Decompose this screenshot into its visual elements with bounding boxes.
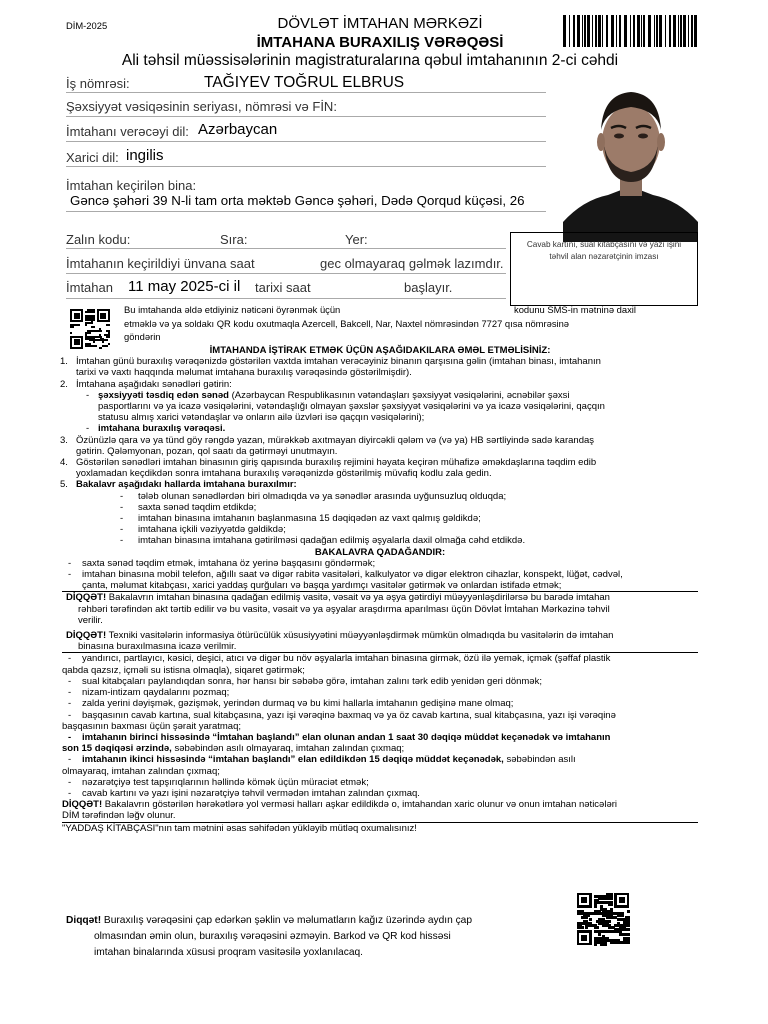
- rules-section: İMTAHANDA İŞTİRAK ETMƏK ÜÇÜN AŞAĞIDAKILARA ƏMƏL ETMƏLİSİNİZ: 1. İmtahan günü buraxılış vərəqənizdə göstərilən vaxtda imtahan verəcəyiniz binanın qarşısına gəlin (imtahan binası, imtahanın tarixi və vaxtı haqqında məlumat imtahana buraxılış vərəqəsində göstərilmişdir). 2. İmtahana aşağıdakı sənədləri gətirin: - şəxsiyyəti təsdiq edən sənəd (Azərbaycan Respublikasının vətəndaşları şəxsiyyət vəsiqələrini, əcnəbilər şəxsi pasportlarını və ya icazə vəsiqələrini, vətəndaşlığı olmayan şəxslər şəxsiyyət vəsiqələrini və ya icazə vəsiqələrini, qaçqın statusu almış xarici vətəndaşlar və onların ailə üzvləri isə qaçqın vəsiqələrini); - imtahana buraxılış vərəqəsi. 3. Özünüzlə qara və ya tünd göy rəngdə yazan, mürəkkəb axıtmayan diyircəkli qələm və (və ya) HB sərtliyində sadə karandaş gətirin. Qələmyonan, pozan, qol saatı da gətirməyi unutmayın. 4. Göstərilən sənədləri imtahan binasının giriş qapısında buraxılış rejimini həyata keçirən mühafizə əməkdaşlarına təqdim edib yoxlamadan keçdikdən sonra imtahana buraxılış vərəqənizdə göstərilmiş müvafiq kodlu zala gedin. 5. Bakalavr aşağıdakı hallarda imtahana buraxılmır: - tələb olunan sənədlərdən biri olmadıqda və ya sənədlər arasında uyğunsuzluq olduqda; - saxta sənəd təqdim etdikdə; - imtahan binasına imtahanın başlanmasına 15 dəqiqədən az vaxt qalmış gəldikdə; - imtahana içkili vəziyyətdə gəldikdə; - imtahan binasına imtahana gətirilməsi qadağan edilmiş əşyalarla daxil olmağa cəhd etdikdə. BAKALAVRA QADAĞANDIR: - saxta sənəd təqdim etmək, imtahana öz yerinə başqasını göndərmək; - imtahan binasına mobil telefon, ağıllı saat və digər rabitə vasitələri, kalkulyator və digər elektron cihazlar, konspekt, lüğət, cədvəl, çanta, məlumat kitabçası, xarici yaddaş qurğuları və başqa yardımçı vasitələr gətirmək və onlardan istifadə etmək; DİQQƏT! Bakalavrın imtahan binasına qadağan edilmiş vasitə, vəsait və ya əşya gətirdiyi müəyyənləşdirilərsə bu barədə imtahan rəhbəri tərəfindən akt tərtib edilir və bu vasitə, vəsait və ya əşyalar araşdırma aparılması üçün Dövlət İmtahan Mərkəzinə təhvil verilir. DİQQƏT! Texniki vasitələrin informasiya ötürücülük xüsusiyyətini müəyyənləşdirmək mümkün olmadıqda bu vasitələrin də imtahan binasına buraxılmasına icazə verilmir. - yandırıcı, partlayıcı, kəsici, deşici, atıcı və digər bu növ əşyalarla imtahan binasına girmək, özü ilə yemək, içmək (şəffaf plastik qabda qazsız, içməli su istisna olmaqla), siqaret gətirmək; - sual kitabçaları paylandıqdan sonra, hər hansı bir səbəbə görə, imtahan zalını tərk edib yenidən geri dönmək; - nizam-intizam qaydalarını pozmaq; - zalda yerini dəyişmək, gəzişmək, yerindən durmaq və bu kimi hallarla imtahanın gedişinə mane olmaq; - başqasının cavab kartına, sual kitabçasına, yazı işi vərəqinə baxmaq və ya öz cavab kartına, sual kitabçasına, yazı işi vərəqinə başqasının baxması üçün şərait yaratmaq; - imtahanın birinci hissəsində “İmtahan başlandı” elan olunan andan 1 saat 30 dəqiqə müddət keçənədək və imtahanın son 15 dəqiqəsi ərzində, səbəbindən asılı olmayaraq, imtahan zalından çıxmaq; - imtahanın ikinci hissəsində “imtahan başlandı” elan edildikdən 15 dəqiqə müddət keçənədək, səbəbindən asılı olmayaraq, imtahan zalından çıxmaq; - nəzarətçiyə test tapşırıqlarının həllində kömək üçün müraciət etmək; - cavab kartını və yazı işini nəzarətçiyə təhvil vermədən imtahan zalından çıxmaq. DİQQƏT! Bakalavrın göstərilən hərəkətlərə yol verməsi halları aşkar edildikdə o, imtahandan xaric olunur və onun imtahan nəticələri DİM tərəfindən ləğv olunur. "YADDAŞ KİTABÇASI"nın tam mətnini əsas səhifədən yükləyib mütləq oxumalısınız!: [62, 345, 698, 834]
- sms-text-line1a: Bu imtahanda əldə etdiyiniz nəticəni öyrənmək üçün: [124, 304, 341, 315]
- ban-heading: BAKALAVRA QADAĞANDIR:: [314, 546, 446, 558]
- ban-item: - zalda yerini dəyişmək, gəzişmək, yerindən durmaq və bu kimi hallarla imtahanın gedişinə mane olmaq;: [62, 698, 698, 709]
- ban-item: - imtahan binasına mobil telefon, ağıllı saat və digər rabitə vasitələri, kalkulyator və digər elektron cihazlar, konspekt, lüğət, cədvəl, çanta, məlumat kitabçası, xarici yaddaş qurğuları və başqa yardımçı vasitələr gətirmək və onlardan istifadə etmək;: [62, 569, 698, 591]
- exam-starts-label: başlayır.: [404, 280, 453, 295]
- rule-5-item: - tələb olunan sənədlərdən biri olmadıqda və ya sənədlər arasında uyğunsuzluq olduqda;: [62, 491, 698, 502]
- warning-1: DİQQƏT! Bakalavrın imtahan binasına qadağan edilmiş vasitə, vəsait və ya əşya gətirdiyi müəyyənləşdirilərsə bu barədə imtahan rəhbəri tərəfindən akt tərtib edilir və bu vasitə, vəsait və ya əşyalar araşdırma aparılması üçün Dövlət İmtahan Mərkəzinə təhvil verilir. DİQQƏT! Texniki vasitələrin informasiya ötürücülük xüsusiyyətini müəyyənləşdirmək mümkün olmadıqda bu vasitələrin də imtahan binasına buraxılmasına icazə verilmir.: [62, 591, 698, 653]
- id-underline: [66, 116, 546, 117]
- ban-item: - yandırıcı, partlayıcı, kəsici, deşici, atıcı və digər bu növ əşyalarla imtahan binasına girmək, özü ilə yemək, içmək (şəffaf plastik: [62, 653, 698, 664]
- work-number-label: İş nömrəsi:: [66, 76, 130, 91]
- rule-5-item: - imtahana içkili vəziyyətdə gəldikdə;: [62, 524, 698, 535]
- sms-qr-code: [70, 309, 110, 349]
- arrival-text-start: İmtahanın keçirildiyi ünvana saat: [66, 256, 255, 271]
- rules-heading: İMTAHANDA İŞTİRAK ETMƏK ÜÇÜN AŞAĞIDAKILARA ƏMƏL ETMƏLİSİNİZ:: [209, 345, 551, 356]
- rule-5-item: - imtahan binasına imtahana gətirilməsi qadağan edilmiş əşyalarla daxil olmağa cəhd etdikdə.: [62, 535, 698, 546]
- signature-box-text: Cavab kartını, sual kitabçasını və yazı işini təhvil alan nəzarətçinin imzası: [526, 240, 682, 261]
- document-subtitle: Ali təhsil müəssisələrinin magistraturalarına qəbul imtahanının 2-ci cəhdi: [121, 52, 619, 69]
- foreign-language-value: ingilis: [126, 147, 164, 164]
- signature-box: [510, 232, 698, 306]
- building-value: Gəncə şəhəri 39 N-li tam orta məktəb Gəncə şəhəri, Dədə Qorqud küçəsi, 26: [70, 193, 525, 208]
- ban-item: - imtahanın birinci hissəsində “İmtahan başlandı” elan olunan andan 1 saat 30 dəqiqə müddət keçənədək və imtahanın: [62, 732, 698, 743]
- name-underline: [66, 92, 546, 93]
- exam-time-label: tarixi saat: [255, 280, 311, 295]
- sms-text-line1b: kodunu SMS-in mətninə daxil: [514, 304, 636, 315]
- ban-item: - başqasının cavab kartına, sual kitabçasına, yazı işi vərəqinə baxmaq və ya öz cavab kartına, sual kitabçasına, yazı işi vərəqinə: [62, 710, 698, 721]
- rule-2a: - şəxsiyyəti təsdiq edən sənəd (Azərbaycan Respublikasının vətəndaşları şəxsiyyət vəsiqələrini, əcnəbilər şəxsi pasportlarını və ya icazə vəsiqələrini, vətəndaşlığı olmayan şəxslər şəxsiyyət vəsiqələrini və ya icazə vəsiqələrini, qaçqın statusu almış xarici vətəndaşlar və onların ailə üzvləri isə qaçqın vəsiqələrini);: [86, 389, 605, 424]
- rule-1: 1. İmtahan günü buraxılış vərəqənizdə göstərilən vaxtda imtahan verəcəyiniz binanın qarşısına gəlin (imtahan binası, imtahanın tarixi və vaxtı haqqında məlumat imtahana buraxılış vərəqəsində göstərilmişdir).: [60, 356, 601, 379]
- rule-5-item: - imtahan binasına imtahanın başlanmasına 15 dəqiqədən az vaxt qalmış gəldikdə;: [62, 513, 698, 524]
- exam-language-label: İmtahanı verəcəyi dil:: [66, 124, 189, 139]
- rule-4: 4. Göstərilən sənədləri imtahan binasının giriş qapısında buraxılış rejimini həyata keçirən mühafizə əməkdaşlarına təqdim edib yoxlamadan keçdikdən sonra imtahana buraxılış vərəqənizdə göstərilmiş müvafiq kodlu zala gedin.: [60, 457, 597, 480]
- seat-label: Yer:: [345, 232, 368, 247]
- id-label: Şəxsiyyət vəsiqəsinin seriyası, nömrəsi və FİN:: [66, 99, 337, 114]
- rule-3: 3. Özünüzlə qara və ya tünd göy rəngdə yazan, mürəkkəb axıtmayan diyircəkli qələm və (və ya) HB sərtliyində sadə karandaş gətirin. Qələmyonan, pozan, qol saatı da gətirməyi unutmayın.: [60, 434, 595, 457]
- candidate-photo: [563, 72, 698, 242]
- ban-item: - sual kitabçaları paylandıqdan sonra, hər hansı bir səbəbə görə, imtahan zalını tərk edib yenidən geri dönmək;: [62, 676, 698, 687]
- memory-book-note: "YADDAŞ KİTABÇASI"nın tam mətnini əsas səhifədən yükləyib mütləq oxumalısınız!: [62, 822, 417, 834]
- hall-code-label: Zalın kodu:: [66, 232, 131, 247]
- foreign-language-label: Xarici dil:: [66, 150, 119, 165]
- document-title: İMTAHANA BURAXILIŞ VƏRƏQƏSİ: [256, 34, 504, 51]
- footer-note: Diqqət! Buraxılış vərəqəsini çap edərkən şəklin və məlumatların kağız üzərində aydın çap olmasından əmin olun, buraxılış vərəqəsini əzməyin. Barkod və QR kod hissəsi imtahan binalarında xüsusi proqram vasitəsilə yoxlanılacaq.: [66, 915, 472, 958]
- row-label: Sıra:: [220, 232, 248, 247]
- organization-name: DÖVLƏT İMTAHAN MƏRKƏZİ: [277, 15, 483, 32]
- exam-date: 11 may 2025-ci il: [128, 278, 241, 295]
- building-underline: [66, 211, 546, 212]
- sms-text-line3: göndərin: [124, 331, 161, 342]
- ban-item: - cavab kartını və yazı işini nəzarətçiyə təhvil vermədən imtahan zalından çıxmaq.: [62, 788, 698, 799]
- rule-5-item: - saxta sənəd təqdim etdikdə;: [62, 502, 698, 513]
- language-underline: [66, 141, 546, 142]
- verification-qr-code: [577, 893, 629, 945]
- foreign-underline: [66, 166, 546, 167]
- warning-3: DİQQƏT! Bakalavrın göstərilən hərəkətlərə yol verməsi halları aşkar edildikdə o, imtahandan xaric olunur və onun imtahan nəticələri DİM tərəfindən ləğv olunur.: [62, 799, 698, 822]
- rule-2: 2. İmtahana aşağıdakı sənədləri gətirin:: [60, 378, 232, 390]
- rule-2b: - imtahana buraxılış vərəqəsi.: [86, 423, 226, 435]
- rule-5: 5. Bakalavr aşağıdakı hallarda imtahana buraxılmır:: [60, 479, 297, 491]
- ban-item: - saxta sənəd təqdim etmək, imtahana öz yerinə başqasını göndərmək;: [62, 558, 698, 569]
- exam-label: İmtahan: [66, 280, 113, 295]
- ban-item: - nizam-intizam qaydalarını pozmaq;: [62, 687, 698, 698]
- sms-text-line2: etməklə və ya soldakı QR kodu oxutmaqla Azercell, Bakcell, Nar, Naxtel nömrəsindən 7727 qısa nömrəsinə: [124, 318, 570, 329]
- ban-item: - imtahanın ikinci hissəsində “imtahan başlandı” elan edildikdən 15 dəqiqə müddət keçənədək, səbəbindən asılı: [62, 754, 698, 765]
- candidate-name: TAĞIYEV TOĞRUL ELBRUS: [204, 74, 405, 91]
- hall-underline: [66, 248, 506, 249]
- document-code: DİM-2025: [66, 20, 108, 31]
- exam-language-value: Azərbaycan: [198, 121, 278, 138]
- ban-item: - nəzarətçiyə test tapşırıqlarının həllində kömək üçün müraciət etmək;: [62, 777, 698, 788]
- arrival-text-end: gec olmayaraq gəlmək lazımdır.: [320, 256, 504, 271]
- exam-underline: [66, 298, 506, 299]
- barcode: [563, 15, 699, 47]
- building-label: İmtahan keçirilən bina:: [66, 178, 197, 193]
- arrival-underline: [66, 273, 506, 274]
